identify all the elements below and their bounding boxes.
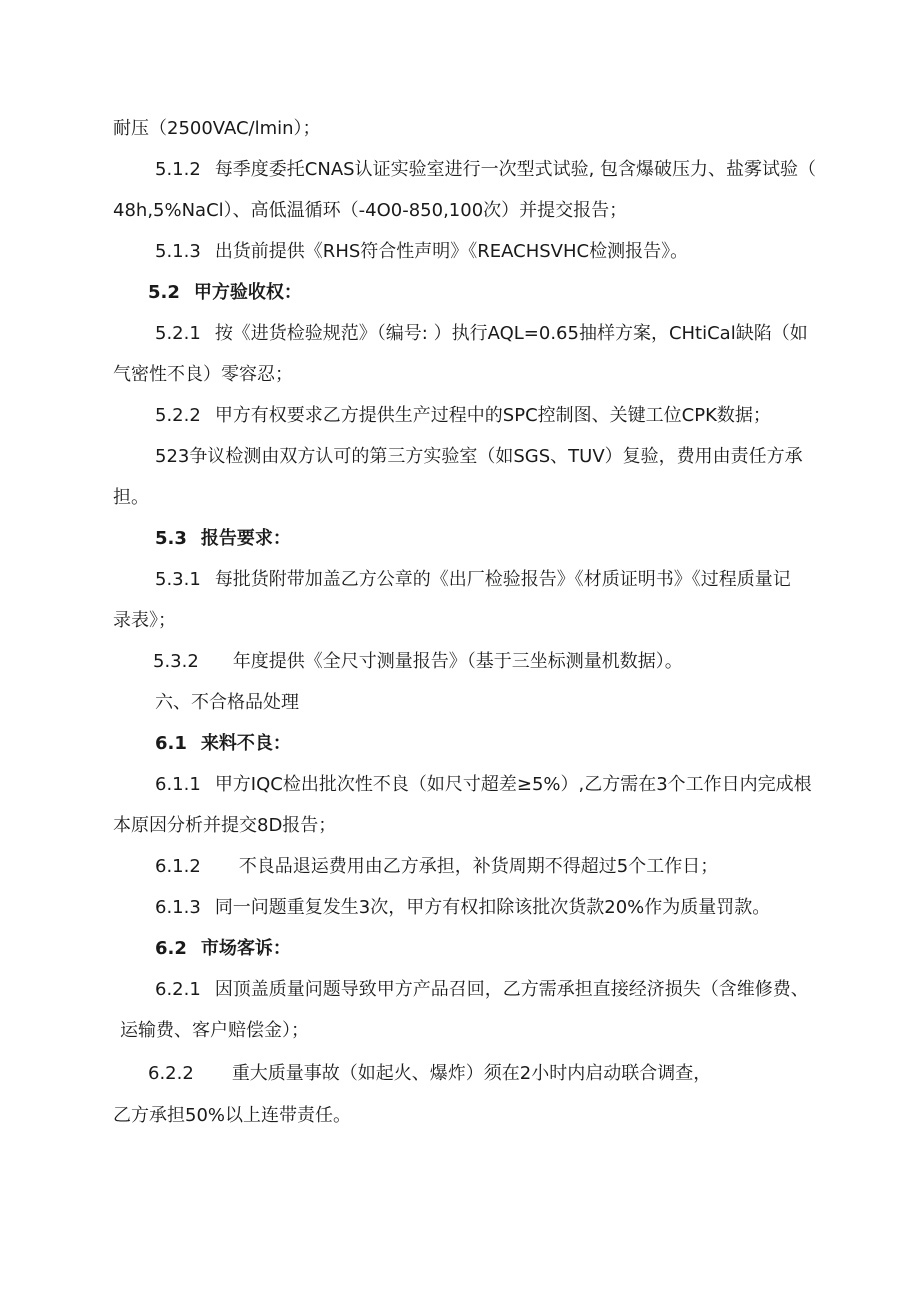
- clause-5-1-2: [155, 158, 816, 182]
- clause-text: 甲方有权要求乙方提供生产过程中的SPC控制图、关键工位CPK数据；: [214, 405, 771, 426]
- clause-number: 6.2.1: [155, 979, 201, 1000]
- section-heading-6-2: [155, 937, 291, 961]
- text-line: [113, 1104, 351, 1128]
- clause-5-3-1: [155, 568, 791, 592]
- clause-text: 同一问题重复发生3次，甲方有权扣除该批次货款20%作为质量罚款。: [214, 897, 771, 918]
- clause-number: 5.2.2: [155, 405, 201, 426]
- section-number: 5.2: [148, 282, 180, 303]
- clause-number: 5.3.1: [155, 569, 201, 590]
- clause-text: 甲方IQC检出批次性不良（如尺寸超差≥5%）,乙方需在3个工作日内完成根: [214, 774, 812, 795]
- text-line: [113, 199, 627, 223]
- line-text: 录表》；: [113, 610, 176, 631]
- clause-number: 6.1.3: [155, 897, 201, 918]
- clause-number: 6.1.2: [155, 856, 201, 877]
- clause-text: 因顶盖质量问题导致甲方产品召回，乙方需承担直接经济损失（含维修费、: [214, 979, 809, 1000]
- clause-text: 523争议检测由双方认可的第三方实验室（如SGS、TUV）复验，费用由责任方承: [155, 446, 803, 467]
- clause-number: 5.2.1: [155, 323, 201, 344]
- text-line: [113, 609, 176, 633]
- chapter-title: 六、不合格品处理: [155, 692, 299, 713]
- clause-text: 每批货附带加盖乙方公章的《出厂检验报告》《材质证明书》《过程质量记: [214, 569, 791, 590]
- clause-6-2-2: [148, 1062, 711, 1086]
- clause-number: 5.1.3: [155, 241, 201, 262]
- text-line: [113, 117, 321, 141]
- section-number: 6.2: [155, 938, 187, 959]
- clause-5-2-1: [155, 322, 808, 346]
- line-text: 乙方承担50%以上连带责任。: [113, 1105, 352, 1126]
- clause-5-2-2: [155, 404, 771, 428]
- clause-6-1-2: [155, 855, 718, 879]
- clause-text: 不良品退运费用由乙方承担，补货周期不得超过5个工作日；: [238, 856, 719, 877]
- section-heading-5-2: [148, 281, 302, 305]
- clause-5-1-3: [155, 240, 688, 264]
- clause-number: 5.3.2: [153, 651, 199, 672]
- section-title: 来料不良：: [200, 733, 291, 754]
- clause-text: 每季度委托CNAS认证实验室进行一次型式试验, 包含爆破压力、盐雾试验（: [214, 159, 817, 180]
- clause-text: 出货前提供《RHS符合性声明》《REACHSVHC检测报告》。: [214, 241, 689, 262]
- clause-6-1-1: [155, 773, 812, 797]
- section-number: 5.3: [155, 528, 187, 549]
- section-heading-6-1: [155, 732, 291, 756]
- clause-text: 按《进货检验规范》（编号: ）执行AQL=0.65抽样方案，CHtiCal缺陷（如: [214, 323, 808, 344]
- chapter-heading-6: [155, 691, 299, 715]
- line-text: 气密性不良）零容忍；: [113, 364, 293, 385]
- section-heading-5-3: [155, 527, 291, 551]
- line-text: 担。: [113, 487, 149, 508]
- clause-number: 5.1.2: [155, 159, 201, 180]
- clause-6-2-1: [155, 978, 809, 1002]
- text-line: [113, 814, 336, 838]
- clause-text: 年度提供《全尺寸测量报告》（基于三坐标测量机数据）。: [232, 651, 683, 672]
- section-number: 6.1: [155, 733, 187, 754]
- text-line: [120, 1019, 309, 1043]
- section-title: 报告要求：: [200, 528, 291, 549]
- clause-number: 6.2.2: [148, 1063, 194, 1084]
- section-title: 甲方验收权：: [193, 282, 302, 303]
- text-line: [113, 363, 293, 387]
- section-title: 市场客诉：: [200, 938, 291, 959]
- clause-5-3-2: [153, 650, 683, 674]
- line-text: 48h,5%NaCl）、高低温循环（-4O0-850,100次）并提交报告；: [113, 200, 628, 221]
- line-text: 耐压（2500VAC/lmin）；: [113, 118, 321, 139]
- clause-number: 6.1.1: [155, 774, 201, 795]
- line-text: 本原因分析并提交8D报告；: [113, 815, 337, 836]
- clause-text: 重大质量事故（如起火、爆炸）须在2小时内启动联合调查，: [231, 1063, 712, 1084]
- clause-6-1-3: [155, 896, 770, 920]
- clause-5-2-3: [155, 445, 803, 469]
- line-text: 运输费、客户赔偿金）；: [120, 1020, 309, 1041]
- text-line: [113, 486, 149, 510]
